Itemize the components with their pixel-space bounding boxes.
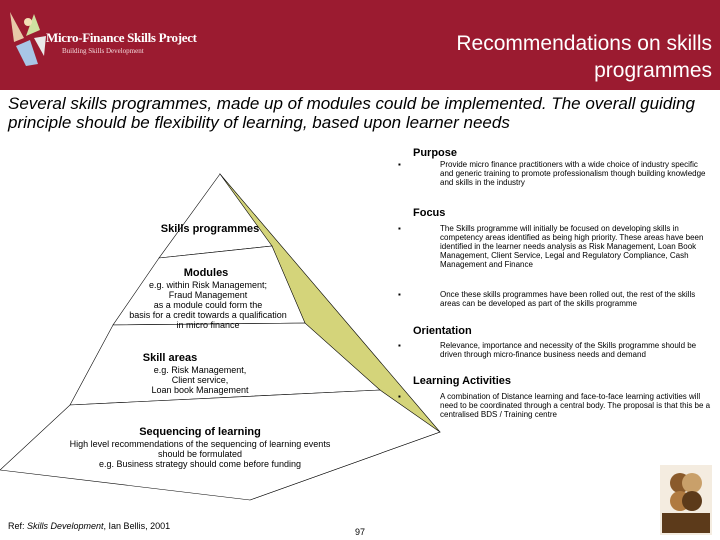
focus-bullet-2: ▪ Once these skills programmes have been rolled out, the rest of the skills areas can be developed as part of the skills programme bbox=[398, 290, 696, 308]
purpose-heading: Purpose bbox=[413, 147, 458, 159]
learning-activities-bullet: ▪ A combination of Distance learning and face-to-face learning activities will need to be coordinated through a central body. The proposal is that this be a centralised BDS / Training centre bbox=[398, 392, 711, 419]
orientation-bullet: ▪ Relevance, importance and necessity of the Skills programme should be driven through micro-finance business needs and demand bbox=[398, 341, 697, 359]
focus-heading: Focus bbox=[413, 207, 446, 219]
page-number: 97 bbox=[355, 527, 366, 537]
pyramid-sequencing-detail: High level recommendations of the sequencing of learning events should be formulated e.g. Business strategy should come before funding bbox=[69, 439, 331, 469]
reference-citation: Ref: Skills Development, Ian Bellis, 2001 bbox=[8, 521, 171, 531]
learning-activities-heading: Learning Activities bbox=[413, 375, 512, 387]
focus-bullet-1: ▪ The Skills programme will initially be focused on developing skills in competency areas identified as being high priority. These areas have been identified in the learner needs analysis as Risk Management, Loan Book Management, Client Service, Legal and Regulatory Compliance, Cash Management and Finance bbox=[398, 224, 704, 269]
pyramid-skill-areas-detail: e.g. Risk Management, Client service, Loan book Management bbox=[151, 365, 249, 395]
page-title: Recommendations on skills programmes bbox=[456, 32, 712, 82]
logo-title: Micro-Finance Skills Project bbox=[46, 30, 197, 45]
orientation-heading: Orientation bbox=[413, 325, 472, 337]
pyramid-label-sequencing: Sequencing of learning bbox=[139, 426, 261, 438]
purpose-bullet: ▪ Provide micro finance practitioners with a wide choice of industry specific and generic training to promote professionalism though building knowledge and skills in the industry bbox=[398, 160, 706, 187]
bank-seta-logo bbox=[660, 465, 712, 535]
pyramid-label-modules: Modules bbox=[183, 267, 229, 279]
intro-text: Several skills programmes, made up of modules could be implemented. The overall guiding principle should be flexibility of learning, based upon learner needs bbox=[8, 94, 695, 132]
pyramid-label-skills: Skills programmes bbox=[160, 223, 260, 235]
pyramid-label-skill-areas: Skill areas bbox=[142, 352, 198, 364]
pyramid-modules-detail: e.g. within Risk Management; Fraud Management as a module could form the basis for a credit towards a qualification in micro finance bbox=[129, 280, 287, 330]
logo-subtitle: Building Skills Development bbox=[62, 47, 144, 55]
